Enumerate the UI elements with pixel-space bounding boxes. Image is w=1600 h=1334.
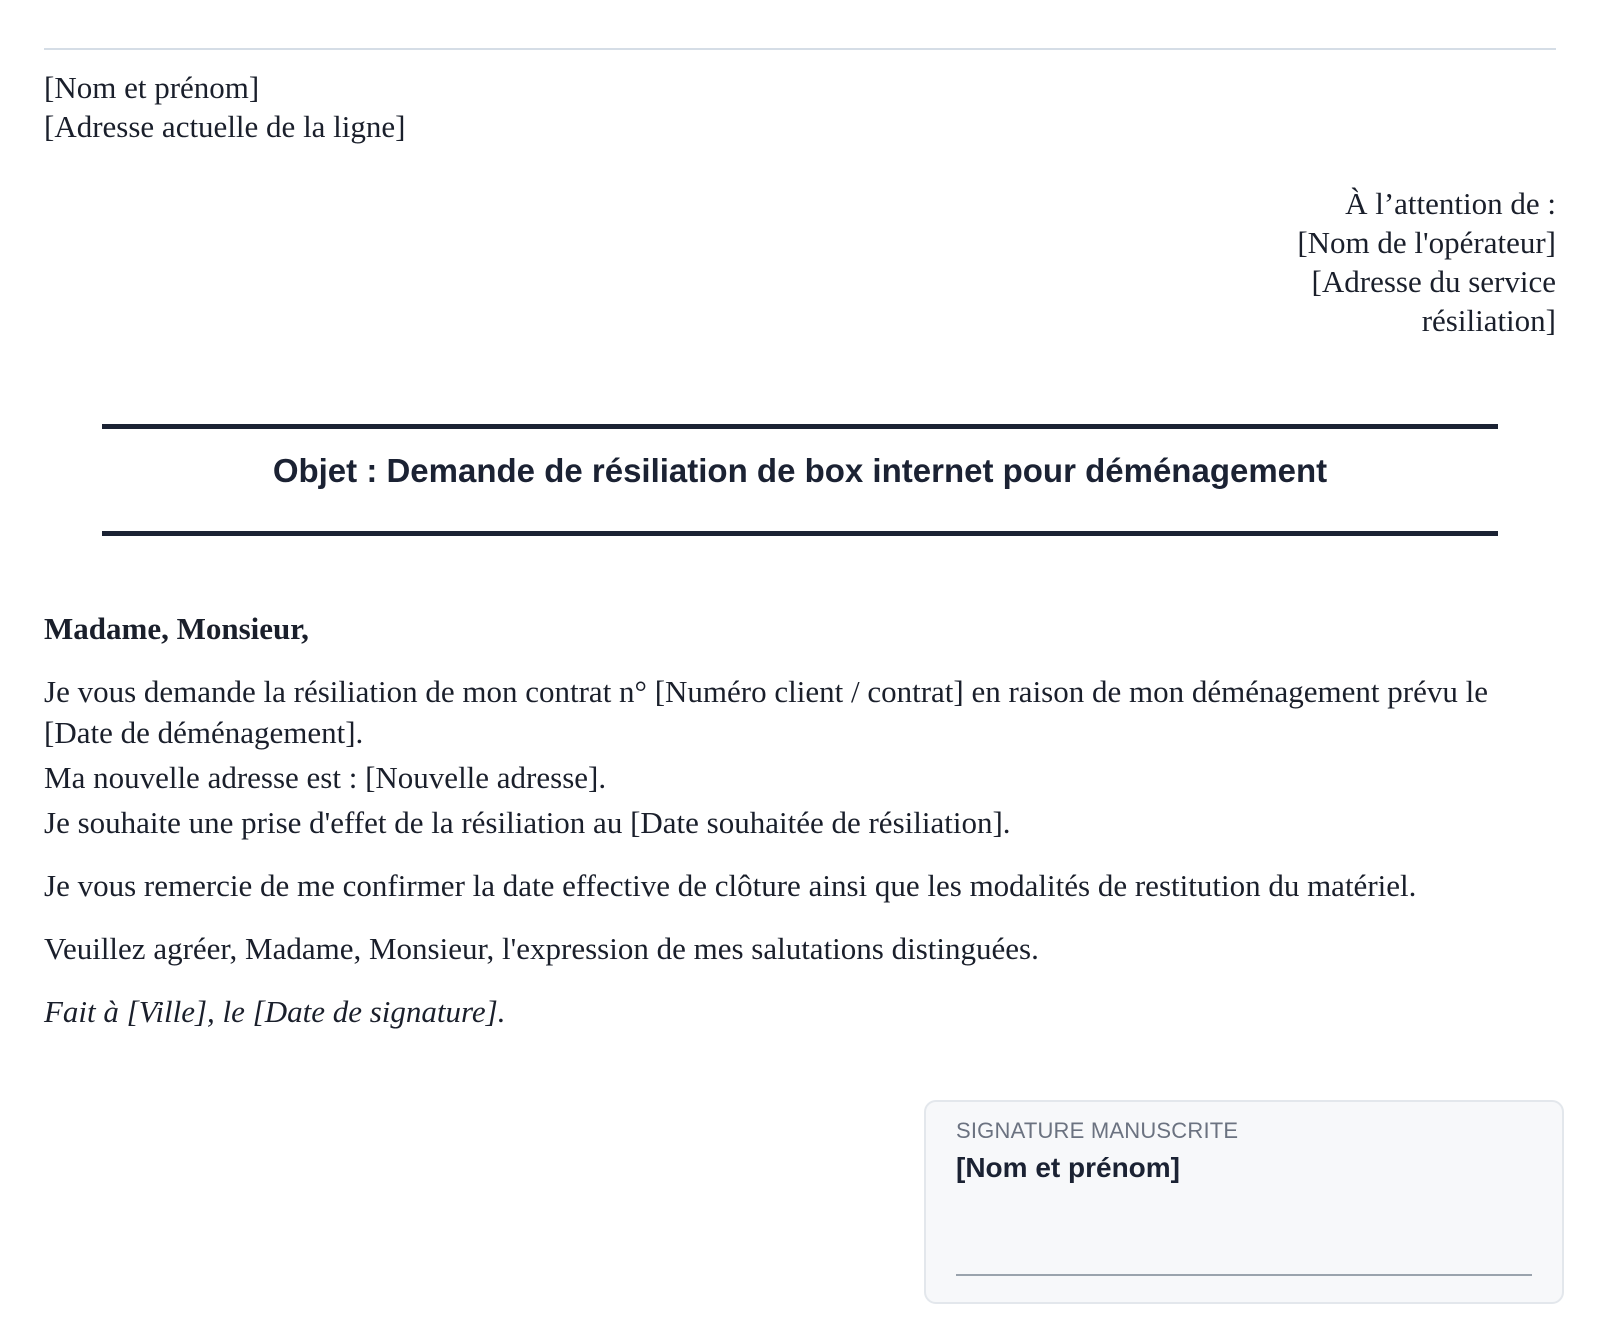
closing-formula: Veuillez agréer, Madame, Monsieur, l'expression de mes salutations distinguées. bbox=[44, 931, 1039, 966]
paragraph-contract: Je vous demande la résiliation de mon contrat n° [Numéro client / contrat] en raison de mon déménagement prévu le [Date de déménagement]. bbox=[44, 674, 1488, 750]
sender-address: [Adresse actuelle de la ligne] bbox=[44, 109, 406, 144]
subject-block bbox=[102, 424, 1498, 536]
subject-title: Objet : Demande de résiliation de box internet pour déménagement bbox=[272, 452, 1328, 489]
header-divider bbox=[44, 48, 1556, 50]
signature-caption: SIGNATURE MANUSCRITE bbox=[956, 1118, 1239, 1143]
recipient-address: [Adresse du service résiliation] bbox=[1311, 264, 1556, 338]
paragraph-new-address: Ma nouvelle adresse est : [Nouvelle adresse]. bbox=[44, 760, 607, 795]
paragraph-confirmation: Je vous remercie de me confirmer la date effective de clôture ainsi que les modalités de restitution du matériel. bbox=[44, 868, 1417, 903]
signature-name: [Nom et prénom] bbox=[956, 1152, 1180, 1183]
letter-body bbox=[44, 608, 1556, 1032]
recipient-attention: À l’attention de : bbox=[1345, 186, 1556, 221]
recipient-block bbox=[1256, 184, 1556, 340]
salutation: Madame, Monsieur, bbox=[44, 611, 309, 646]
sender-name: [Nom et prénom] bbox=[44, 70, 260, 105]
recipient-operator: [Nom de l'opérateur] bbox=[1297, 225, 1556, 260]
sender-block bbox=[44, 68, 406, 146]
paragraph-effective-date: Je souhaite une prise d'effet de la résiliation au [Date souhaitée de résiliation]. bbox=[44, 805, 1011, 840]
signature-line bbox=[956, 1274, 1532, 1276]
signature-box bbox=[924, 1100, 1564, 1304]
place-and-date: Fait à [Ville], le [Date de signature]. bbox=[44, 994, 506, 1029]
